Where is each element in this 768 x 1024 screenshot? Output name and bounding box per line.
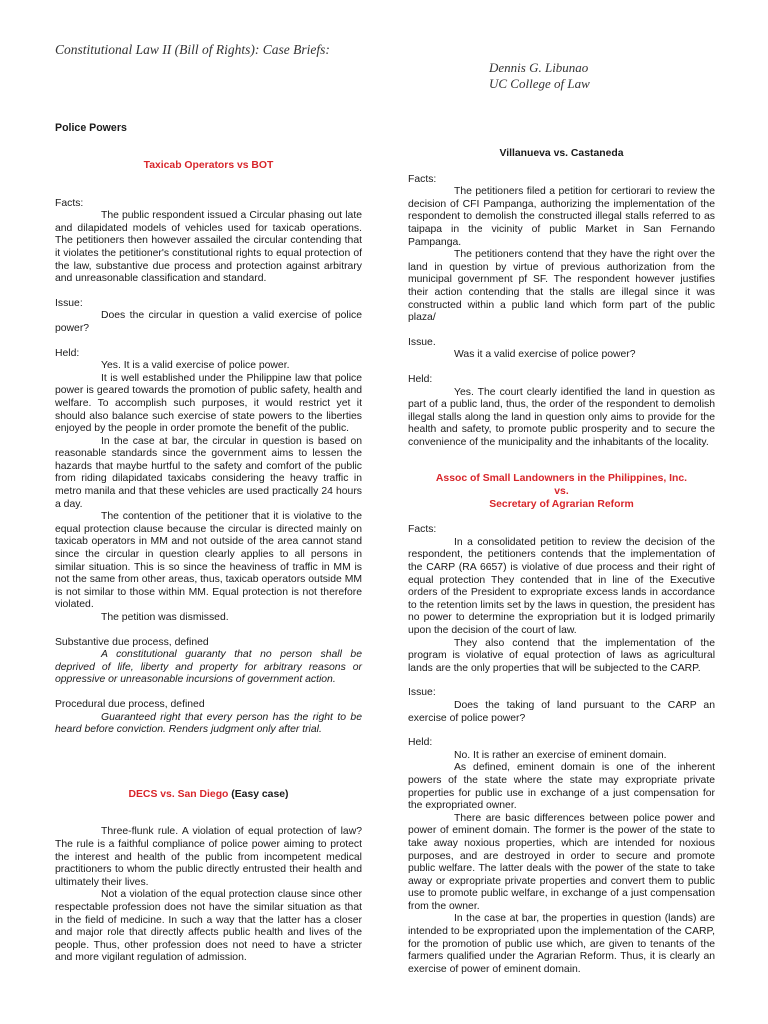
left-column [55,160,362,965]
held-paragraph: No. It is rather an exercise of eminent domain. [454,749,667,761]
held-paragraph: There are basic differences between police power and power of eminent domain. The former is the power of the state to take away noxious properties, which are intended for noxious purposes, and are destroyed in order to secure and promote public welfare. The latter deals with the power of the state to take away or expropriate private properties and convert them to public use to promote public welfare, in exchange of a just compensation from the owner. [408,812,715,912]
section-title: Police Powers [55,122,127,134]
facts-paragraph: They also contend that the implementation of the program is violative of equal protection of laws as agricultural lands are the only properties that will be subjected to the CARP. [408,637,715,674]
document-header-course: Constitutional Law II (Bill of Rights): Case Briefs: [55,42,330,57]
facts-label: Facts: [408,173,437,185]
held-paragraph: Yes. The court clearly identified the land in question as part of a public land, thus, the order of the respondent to demolish illegal stalls along the land in question only aims to provide for the health and safety, to promote public prosperity and to secure the convenience of the municipality and the inhabitants of the locality. [408,386,715,448]
pdp-label: Procedural due process, defined [55,698,205,710]
held-label: Held: [408,737,433,749]
case-title-decs-text: DECS vs. San Diego [128,788,229,800]
case-title-assoc-line1: Assoc of Small Landowners in the Philippines, Inc. [435,473,688,485]
facts-label: Facts: [55,197,84,209]
school-name: UC College of Law [489,76,590,91]
held-label: Held: [55,347,80,359]
held-paragraph: As defined, eminent domain is one of the inherent powers of the state where the state may expropriate private properties for public use in exchange of a just compensation for the expropriated owner. [408,762,715,812]
held-label: Held: [408,373,433,385]
held-paragraph: The petition was dismissed. [101,612,229,623]
case-title-decs-suffix: (Easy case) [228,788,289,800]
decs-paragraph: Three-flunk rule. A violation of equal protection of law? The rule is a faithful compliance of police power aiming to protect the interest and health of the public from incompetent medical practitioners to whom the public directly entrusted their health and ultimately their lives. [55,826,362,888]
held-paragraph: It is well established under the Philippine law that police power is geared towards the promotion of public safety, health and welfare. To accomplish such purposes, it would restrict yet it should also balance such exercise of state powers to the liberties enjoyed by the people in order promote the benefit of the public. [55,372,362,435]
issue-paragraph: Does the circular in question a valid exercise of police power? [55,310,362,334]
case-title-decs [55,789,362,802]
facts-paragraph: The public respondent issued a Circular phasing out late and dilapidated models of vehicles used for taxicab operations. The petitioners then however assailed the circular contending that it violates the petitioner's constitutional rights to equal protection of the law, substantive due process and protection against arbitrary and unreasonable classification and standard. [55,210,362,285]
case-title-villanueva: Villanueva vs. Castaneda [499,148,624,159]
facts-paragraph: The petitioners contend that they have the right over the land in question by virtue of previous authorization from the municipal government pf SF. The respondent however justifies their action contending that the stalls are illegal since it was constructed within a public land which form part of the public plaza/ [408,249,715,324]
issue-label: Issue: [408,687,436,699]
right-column [408,148,715,976]
sdp-label: Substantive due process, defined [55,636,209,648]
pdp-definition: Guaranteed right that every person has the right to be heard before conviction. Renders judgment only after trial. [55,711,362,736]
sdp-definition: A constitutional guaranty that no person shall be deprived of life, liberty and property for arbitrary reasons or oppressive or unreasonable incursions of government action. [55,649,362,686]
issue-paragraph: Does the taking of land pursuant to the CARP an exercise of police power? [408,699,715,724]
issue-label: Issue. [408,336,436,348]
held-paragraph: The contention of the petitioner that it is violative to the equal protection clause because the circular is directed mainly on taxicab operators in MM and not outside of the area cannot stand since the circular in question clearly applies to all persons in similar situation. This is so since the heaviness of traffic in MM is not the same from other areas, thus, taxicab operators outside MM is not similar to those within MM. Equal protection is not therefore violated. [55,511,362,611]
issue-label: Issue: [55,297,83,309]
facts-paragraph: In a consolidated petition to review the decision of the respondent, the petitioners contends that the implementation of the CARP (RA 6657) is violative of due process and their right of equal protection They contended that in line of the Executive orders of the President to expropriate excess lands in accordance to the retention limits set by the laws in question, the president has no power to determine the expropriation but it is lodged primarily upon the decision of the court of law. [408,536,715,636]
held-paragraph: In the case at bar, the properties in question (lands) are intended to be expropriated upon the implementation of the CARP, for the promotion of public use which, are given to tenants of the farmers qualified under the Agrarian Reform. Thus, it is clearly an exercise of power of eminent domain. [408,913,715,975]
case-title-assoc-line3: Secretary of Agrarian Reform [489,498,634,510]
author-name: Dennis G. Libunao [489,60,589,75]
issue-paragraph: Was it a valid exercise of police power? [454,349,636,361]
held-paragraph: Yes. It is a valid exercise of police power. [101,360,290,372]
case-title-assoc-line2: vs. [554,486,569,498]
facts-paragraph: The petitioners filed a petition for certiorari to review the decision of CFI Pampanga, authorizing the implementation of the respondent to demolish the constructed illegal stalls referred to as taipapa in the vicinity of public Market in San Fernando Pampanga. [408,186,715,248]
facts-label: Facts: [408,524,437,536]
decs-paragraph: Not a violation of the equal protection clause since other respectable profession does not have the similar situation as that in the field of medicine. In such a way that the latter has a closer and major role that directly affects public health and lives of the people. Thus, other profession does not need to have a stricter and more vigilant regulation of admission. [55,889,362,964]
case-title-taxicab: Taxicab Operators vs BOT [143,160,274,171]
held-paragraph: In the case at bar, the circular in question is based on reasonable standards since the government aims to lessen the hazards that maybe hurtful to the safety and comfort of the public from riding dilapidated taxicabs considering the heavy traffic in metro manila and that these vehicles are used practically 24 hours a day. [55,435,362,510]
document-header-author-block [489,60,590,92]
